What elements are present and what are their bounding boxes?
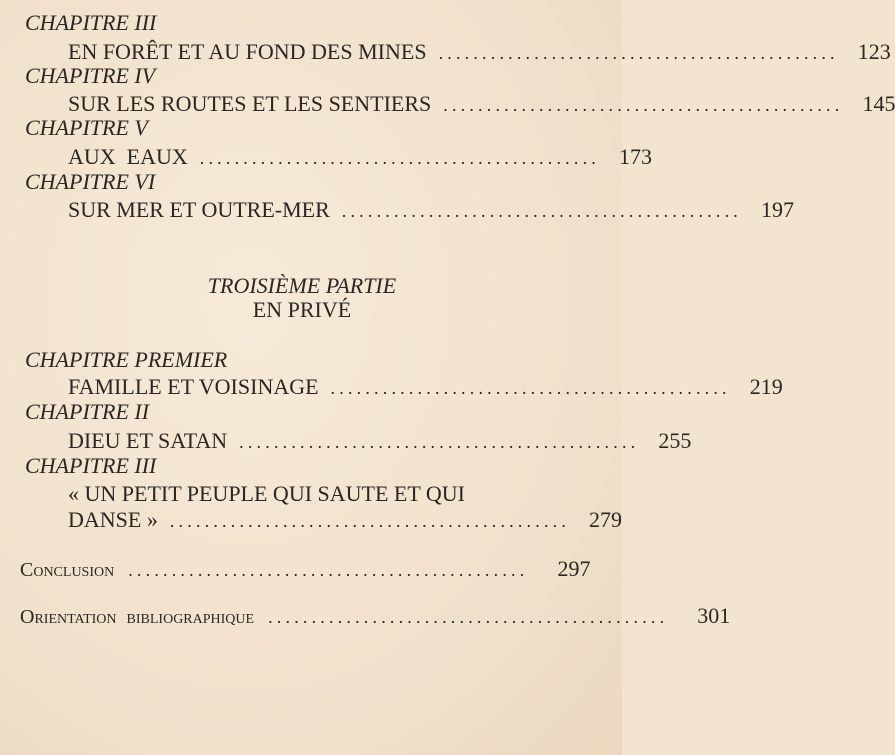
page-number: 173 [618, 144, 652, 169]
page-number: 123 [857, 39, 891, 64]
toc-entry [68, 427, 692, 455]
toc-entry-bibliography [20, 602, 731, 630]
entry-title: DANSE » [68, 507, 158, 532]
toc-entry [68, 143, 652, 171]
dot-leader: .............................................. [341, 201, 742, 221]
chapter-heading: CHAPITRE VI [25, 169, 156, 194]
part-label: TROISIÈME PARTIE [207, 273, 397, 298]
entry-title: « UN PETIT PEUPLE QUI SAUTE ET QUI [68, 481, 465, 506]
entry-title-line1 [68, 480, 583, 508]
toc-entry-conclusion [20, 555, 591, 583]
part-title: EN PRIVÉ [252, 297, 352, 322]
chapter-heading: CHAPITRE II [25, 399, 150, 424]
dot-leader: .............................................. [199, 148, 600, 168]
dot-leader: .............................................. [268, 607, 669, 627]
entry-title: Orientation bibliographique [20, 606, 255, 628]
dot-leader: .............................................. [239, 432, 640, 452]
dot-leader: .............................................. [438, 43, 839, 63]
toc-entry [68, 506, 623, 534]
page-number: 297 [557, 556, 591, 581]
chapter-heading: CHAPITRE PREMIER [25, 347, 228, 372]
chapter-heading: CHAPITRE IV [25, 63, 156, 88]
dot-leader: .............................................. [128, 560, 529, 580]
page-number: 219 [749, 374, 783, 399]
dot-leader: .............................................. [443, 95, 844, 115]
entry-title: AUX EAUX [68, 144, 188, 169]
page-number: 279 [589, 507, 623, 532]
dot-leader: .............................................. [330, 378, 731, 398]
page-number: 197 [760, 197, 794, 222]
page-number: 145 [862, 91, 895, 116]
chapter-heading: CHAPITRE III [25, 453, 157, 478]
dot-leader: .............................................. [169, 511, 571, 531]
toc-entry [68, 196, 794, 224]
entry-title: Conclusion [20, 559, 115, 581]
page-number: 255 [658, 428, 692, 453]
toc-entry [68, 373, 783, 401]
chapter-heading: CHAPITRE III [25, 10, 157, 35]
entry-title: EN FORÊT ET AU FOND DES MINES [68, 39, 427, 64]
page-number: 301 [697, 603, 731, 628]
entry-title: FAMILLE ET VOISINAGE [68, 374, 319, 399]
entry-title: SUR MER ET OUTRE-MER [68, 197, 330, 222]
chapter-heading: CHAPITRE V [25, 115, 148, 140]
entry-title: SUR LES ROUTES ET LES SENTIERS [68, 91, 432, 116]
entry-title: DIEU ET SATAN [68, 428, 228, 453]
